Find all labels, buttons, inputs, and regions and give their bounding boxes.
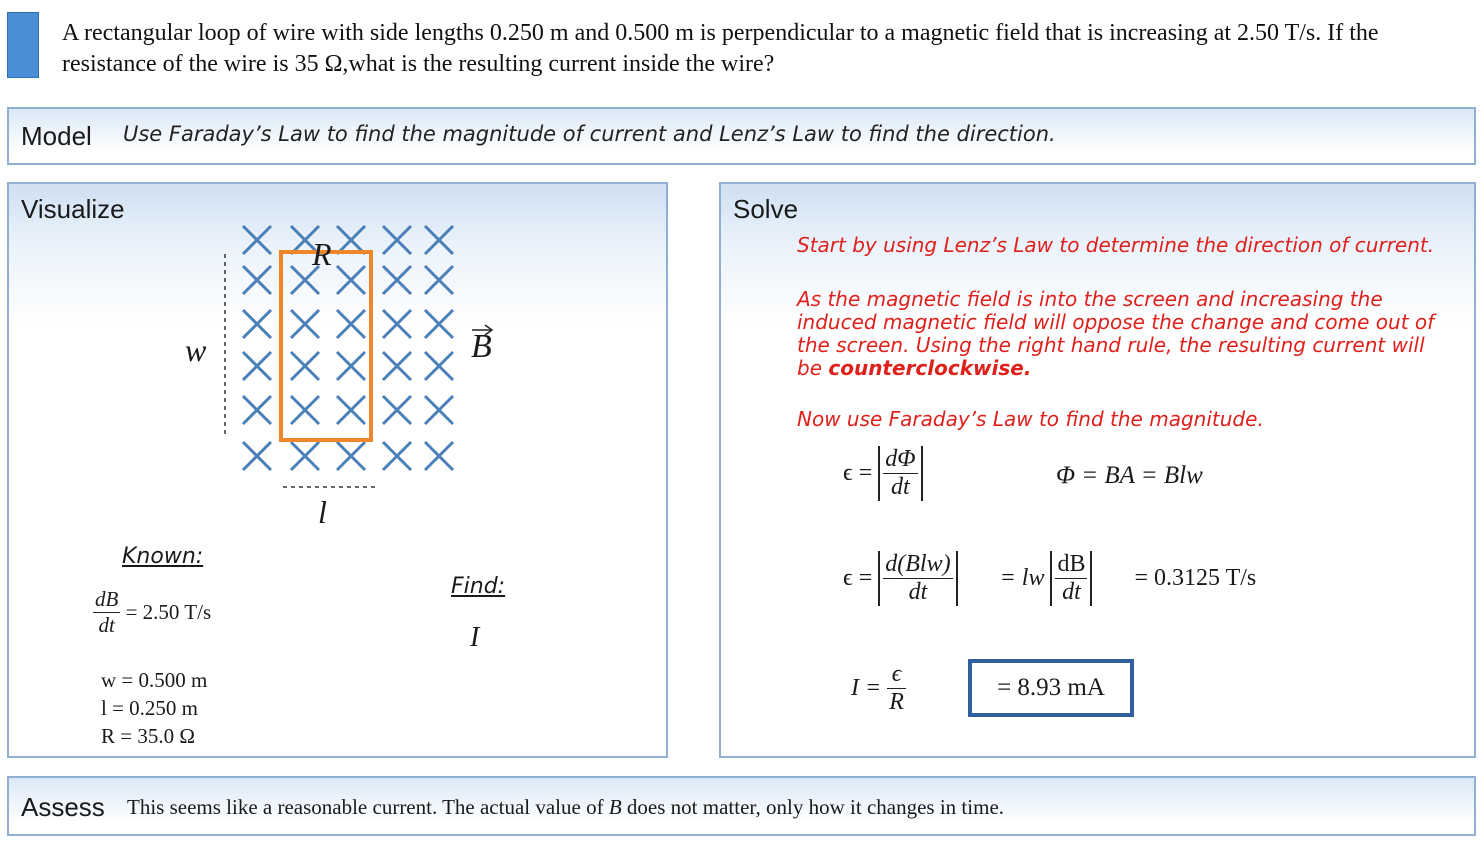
field-cross-icon bbox=[337, 226, 365, 254]
eq1-denominator: dt bbox=[891, 474, 910, 500]
eq4-numerator: ϵ bbox=[887, 661, 906, 689]
field-cross-icon bbox=[337, 266, 365, 294]
field-cross-icon bbox=[425, 266, 453, 294]
eq3-result: = 0.3125 T/s bbox=[1134, 565, 1257, 591]
eq3-denominator-2: dt bbox=[1062, 579, 1081, 605]
eq3-numerator: d(Blw) bbox=[885, 551, 951, 577]
field-cross-icon bbox=[243, 352, 271, 380]
equation-emf bbox=[843, 446, 923, 501]
field-cross-icon bbox=[243, 266, 271, 294]
field-cross-icon bbox=[243, 396, 271, 424]
eq3-mid: = lw bbox=[999, 565, 1045, 591]
field-cross-icon bbox=[383, 310, 411, 338]
field-cross-icon bbox=[337, 396, 365, 424]
field-cross-icon bbox=[383, 352, 411, 380]
assess-text bbox=[127, 795, 1004, 820]
eq3-lhs: ϵ = bbox=[843, 565, 873, 591]
field-cross-icon bbox=[425, 310, 453, 338]
field-cross-icon bbox=[425, 352, 453, 380]
answer-box: = 8.93 mA bbox=[968, 659, 1134, 717]
assess-text-c: does not matter, only how it changes in time. bbox=[626, 795, 1005, 819]
known-rate bbox=[93, 587, 211, 638]
model-text: Use Faraday’s Law to find the magnitude of current and Lenz’s Law to find the direction. bbox=[123, 122, 1056, 146]
known-rate-value: = 2.50 T/s bbox=[125, 600, 212, 624]
field-cross-icon bbox=[383, 266, 411, 294]
label-width: w bbox=[185, 332, 207, 368]
eq1-lhs: ϵ = bbox=[843, 460, 873, 486]
wire-loop bbox=[281, 252, 371, 440]
known-l: l = 0.250 m bbox=[101, 696, 199, 720]
field-cross-icon bbox=[291, 352, 319, 380]
eq3-denominator: dt bbox=[883, 578, 952, 606]
label-length: l bbox=[318, 494, 327, 530]
solve-step-faraday: Now use Faraday’s Law to find the magnitude. bbox=[797, 407, 1264, 431]
field-cross-icon bbox=[337, 442, 365, 470]
solve-step-direction bbox=[797, 288, 1447, 380]
accent-bar bbox=[7, 12, 39, 78]
eq1-numerator: dΦ bbox=[885, 446, 916, 472]
eq4-lhs: I = bbox=[851, 675, 882, 701]
assess-heading: Assess bbox=[21, 792, 105, 822]
known-r: R = 35.0 Ω bbox=[101, 724, 195, 748]
field-cross-icon bbox=[291, 310, 319, 338]
field-cross-icon bbox=[291, 442, 319, 470]
eq3-numerator-2: dB bbox=[1057, 551, 1086, 577]
field-cross-icon bbox=[383, 396, 411, 424]
problem-statement: A rectangular loop of wire with side lengths 0.250 m and 0.500 m is perpendicular to a magnetic field that is increasing at 2.50 T/s. If the resistance of the wire is 35 Ω,what is the resulting current inside the wire? bbox=[62, 20, 1379, 77]
known-label: Known: bbox=[122, 544, 204, 569]
solve-direction-result: counterclockwise. bbox=[828, 356, 1032, 380]
solve-step-lenz: Start by using Lenz’s Law to determine the direction of current. bbox=[797, 233, 1435, 257]
assess-text-a: This seems like a reasonable current. The actual value of bbox=[127, 795, 604, 819]
find-label: Find: bbox=[451, 574, 506, 599]
equation-emf-expanded bbox=[843, 551, 1256, 606]
field-cross-icon bbox=[243, 310, 271, 338]
solve-heading: Solve bbox=[733, 194, 799, 224]
field-cross-icon bbox=[291, 396, 319, 424]
model-heading: Model bbox=[21, 121, 92, 151]
find-value: I bbox=[470, 622, 480, 653]
visualize-heading: Visualize bbox=[21, 194, 125, 224]
field-cross-icon bbox=[425, 396, 453, 424]
field-cross-icon bbox=[383, 226, 411, 254]
field-cross-icon bbox=[337, 310, 365, 338]
equation-flux: Φ = BA = Blw bbox=[1056, 462, 1203, 489]
field-crosses bbox=[243, 226, 453, 470]
field-cross-icon bbox=[425, 226, 453, 254]
field-cross-icon bbox=[243, 442, 271, 470]
field-cross-icon bbox=[383, 442, 411, 470]
eq4-denominator: R bbox=[889, 689, 904, 715]
known-rate-denominator: dt bbox=[98, 613, 115, 637]
field-cross-icon bbox=[425, 442, 453, 470]
known-rate-numerator: dB bbox=[95, 587, 119, 611]
label-resistance: R bbox=[312, 236, 332, 272]
known-list bbox=[101, 666, 207, 750]
solve-step-direction-text: As the magnetic field is into the screen and increasing the induced magnetic field will oppose the change and come out of the screen. Using the right hand rule, the resulting current will be bbox=[797, 287, 1435, 380]
solve-panel bbox=[719, 182, 1476, 758]
assess-panel bbox=[7, 776, 1476, 836]
equation-current bbox=[851, 661, 906, 716]
known-w: w = 0.500 m bbox=[101, 668, 208, 692]
visualize-panel bbox=[7, 182, 668, 758]
field-cross-icon bbox=[337, 352, 365, 380]
assess-text-b: B bbox=[608, 795, 622, 819]
label-field-b: B bbox=[471, 328, 492, 365]
field-cross-icon bbox=[243, 226, 271, 254]
model-panel bbox=[7, 107, 1476, 165]
